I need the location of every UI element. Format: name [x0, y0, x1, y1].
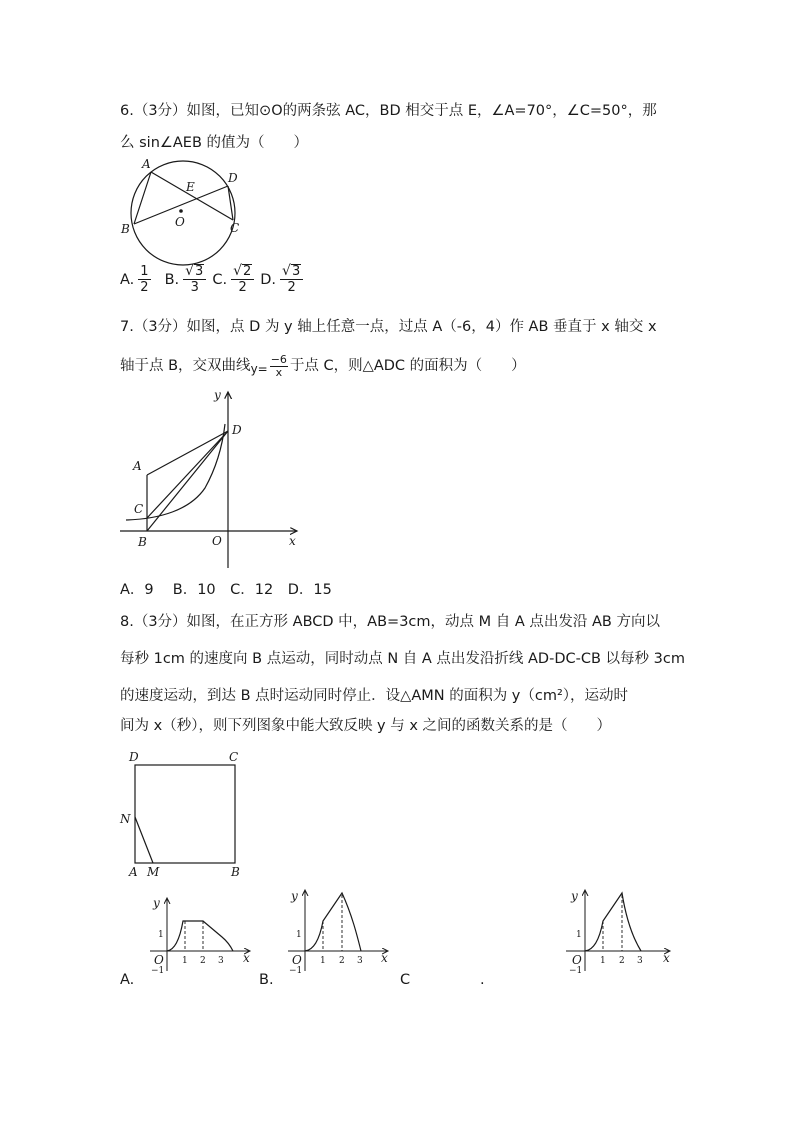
q7-line2-pre: 轴于点 B，交双曲线 [120, 358, 251, 374]
q8-label-c: C [229, 750, 239, 764]
q7-label-b: B [138, 535, 147, 549]
q6-label-d: D [228, 171, 238, 185]
q8-option-b-label[interactable]: B. [259, 972, 274, 988]
q8-graph-c-neg1: −1 [569, 966, 583, 976]
q6-option-a-den: 2 [140, 280, 149, 295]
q8-label-d: D [129, 750, 139, 764]
q8-graph-a-t3: 3 [218, 956, 224, 966]
q6-text-line1: 6.（3分）如图，已知⊙O的两条弦 AC，BD 相交于点 E，∠A=70°，∠C=50°，那 [120, 103, 657, 119]
q6-option-a-num: 1 [140, 264, 149, 279]
q6-option-c-label: C. [212, 271, 228, 288]
q6-option-b-label: B. [164, 271, 180, 288]
q8-option-a-label[interactable]: A. [120, 972, 135, 988]
q8-graph-a-t2: 2 [200, 956, 206, 966]
q8-option-d-dot: . [480, 972, 485, 988]
q7-label-a: A [133, 459, 142, 473]
q8-text-line1: 8.（3分）如图，在正方形 ABCD 中，AB=3cm，动点 M 自 A 点出发沿 AB 方向以 [120, 614, 660, 630]
q8-graph-b-x: x [381, 951, 388, 965]
q8-graph-a-o: O [154, 953, 164, 967]
q8-graph-b-o: O [292, 953, 302, 967]
q6-option-d-label: D. [260, 271, 277, 288]
q7-eq-y: y= [250, 362, 268, 376]
q7-label-c: C [134, 502, 144, 516]
q8-graph-b-y1: 1 [296, 930, 302, 940]
q6-label-e: E [186, 180, 195, 194]
q6-option-c-sqrt-sign: √ [233, 263, 242, 279]
q8-graph-c-t1: 1 [600, 956, 606, 966]
q7-label-y: y [214, 388, 221, 402]
q7-text-line1: 7.（3分）如图，点 D 为 y 轴上任意一点，过点 A（-6，4）作 AB 垂直于 x 轴交 x [120, 319, 657, 335]
q7-label-x: x [289, 534, 296, 548]
q8-text-line3: 的速度运动，到达 B 点时运动同时停止．设△AMN 的面积为 y（cm²），运动时 [120, 688, 629, 704]
q8-option-c-label[interactable]: C [400, 972, 411, 988]
q6-option-d-sqrt-sign: √ [282, 263, 291, 279]
q6-label-c: C [230, 221, 240, 235]
q8-graph-a-y1: 1 [158, 930, 164, 940]
q6-option-c-num: 2 [242, 264, 252, 279]
q6-option-b-num: 3 [195, 264, 204, 279]
q7-options[interactable]: A．9 B．10 C．12 D．15 [120, 582, 332, 598]
q8-text-line2: 每秒 1cm 的速度向 B 点运动，同时动点 N 自 A 点出发沿折线 AD-DC-CB 以每秒 3cm [120, 651, 685, 667]
q8-label-b: B [231, 865, 240, 879]
q6-option-b-den: 3 [190, 280, 199, 295]
q8-label-n: N [120, 812, 131, 826]
q8-graph-c-t3: 3 [637, 956, 643, 966]
q8-label-m: M [147, 865, 160, 879]
q8-graph-a-y: y [153, 896, 160, 910]
q8-graph-a-x: x [243, 951, 250, 965]
q8-text-line4: 间为 x（秒），则下列图象中能大致反映 y 与 x 之间的函数关系的是（ ） [120, 718, 612, 734]
q8-graph-c-y: y [571, 889, 578, 903]
q6-label-o: O [175, 215, 185, 229]
q6-option-c-den: 2 [238, 280, 247, 295]
q6-option-d-den: 2 [287, 280, 296, 295]
q6-text-line2: 么 sin∠AEB 的值为（ ） [120, 135, 309, 151]
q8-graph-b-neg1: −1 [289, 966, 303, 976]
q8-graph-c-x: x [663, 951, 670, 965]
q6-option-a-label: A. [120, 271, 135, 288]
q7-eq-num: −6 [270, 352, 287, 366]
q8-graph-b-t2: 2 [339, 956, 345, 966]
q7-line2-post: 于点 C，则△ADC 的面积为（ ） [289, 358, 526, 374]
q8-label-a: A [129, 865, 138, 879]
q8-graph-c-t2: 2 [619, 956, 625, 966]
q7-label-d: D [232, 423, 242, 437]
q8-graph-b-t3: 3 [357, 956, 363, 966]
q8-graph-c-curve [585, 893, 641, 951]
q6-label-b: B [121, 222, 130, 236]
q8-graph-b-t1: 1 [320, 956, 326, 966]
q7-eq-den: x [275, 365, 283, 379]
q7-label-o: O [212, 534, 222, 548]
q8-graph-a-t1: 1 [182, 956, 188, 966]
q6-label-a: A [142, 157, 151, 171]
q8-graph-c-y1: 1 [576, 930, 582, 940]
q6-option-b-sqrt-sign: √ [185, 263, 195, 279]
q8-graph-c-o: O [572, 953, 582, 967]
q8-graph-b-y: y [291, 889, 298, 903]
q8-graph-a-neg1: −1 [151, 966, 165, 976]
q6-option-d-num: 3 [291, 264, 301, 279]
